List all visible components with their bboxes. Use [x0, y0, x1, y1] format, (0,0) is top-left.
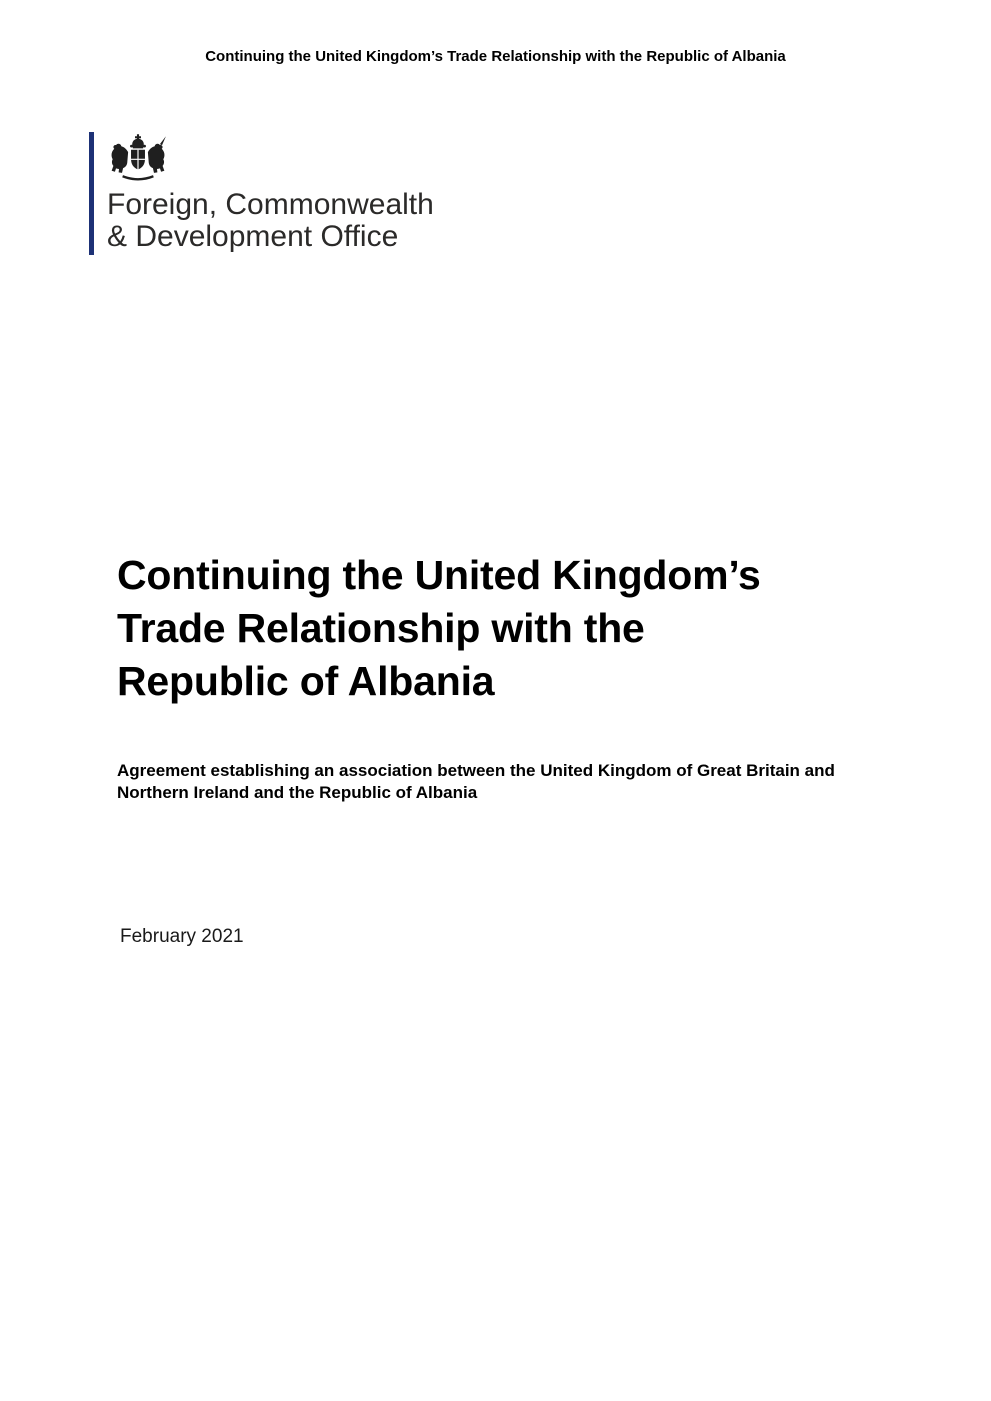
department-name [107, 189, 434, 252]
publication-date: February 2021 [120, 926, 244, 947]
logo-content [107, 132, 434, 255]
fcdo-logo [89, 132, 434, 255]
document-title-line2: Trade Relationship with the [117, 605, 645, 651]
document-title-line1: Continuing the United Kingdom’s [117, 552, 761, 598]
document-title [117, 549, 761, 708]
department-name-line2: & Development Office [107, 219, 399, 253]
document-subtitle: Agreement establishing an association between the United Kingdom of Great Britain and Northern Ireland and the Republic of Albania [117, 761, 835, 802]
logo-accent-bar [89, 132, 94, 255]
royal-coat-of-arms-icon [107, 134, 169, 183]
department-name-line1: Foreign, Commonwealth [107, 188, 434, 221]
document-title-line3: Republic of Albania [117, 658, 495, 704]
running-header: Continuing the United Kingdom’s Trade Relationship with the Republic of Albania [205, 48, 786, 65]
